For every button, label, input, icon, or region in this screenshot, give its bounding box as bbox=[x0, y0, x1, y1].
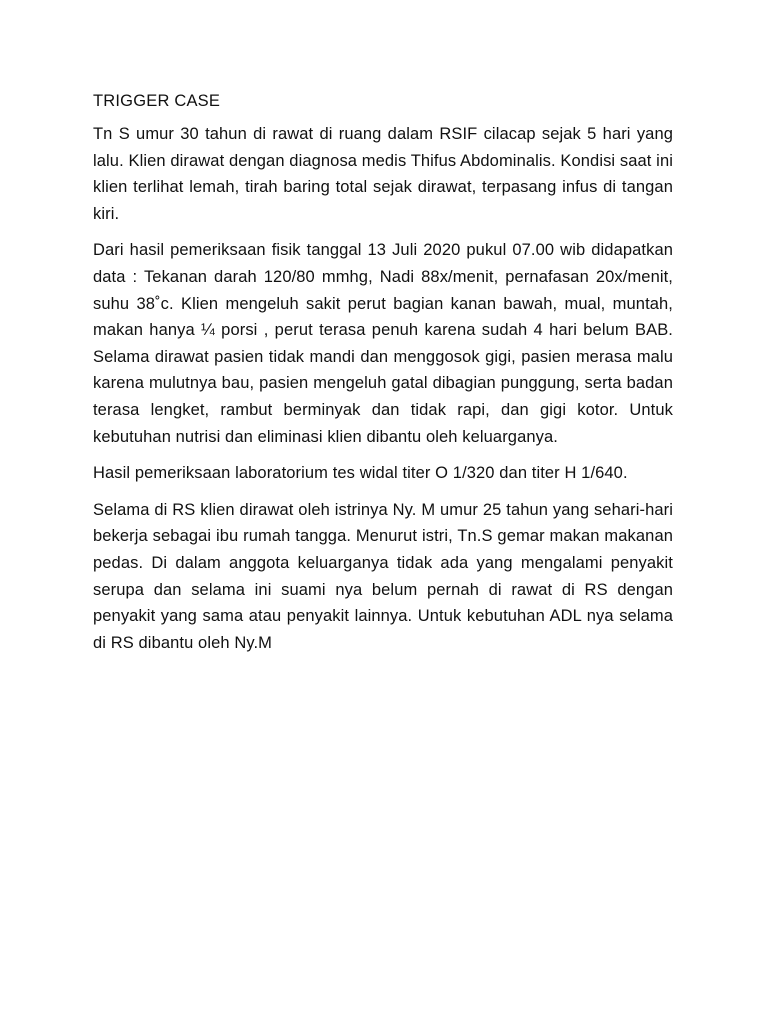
document-title: TRIGGER CASE bbox=[93, 92, 221, 110]
document-page bbox=[93, 90, 673, 666]
paragraph-lab-results: Hasil pemeriksaan laboratorium tes widal titer O 1/320 dan titer H 1/640. bbox=[93, 464, 628, 483]
paragraph-physical-exam: Dari hasil pemeriksaan fisik tanggal 13 Juli 2020 pukul 07.00 wib didapatkan data : Tekanan darah 120/80 mmhg, Nadi 88x/menit, pernafasan 20x/menit, suhu 38˚c. Klien mengeluh sakit perut bagian kanan bawah, mual, muntah, makan hanya ¼ porsi , perut terasa penuh karena sudah 4 hari belum BAB. Selama dirawat pasien tidak mandi dan menggosok gigi, pasien merasa malu karena mulutnya bau, pasien mengeluh gatal dibagian punggung, serta badan terasa lengket, rambut berminyak dan tidak rapi, dan gigi kotor. Untuk kebutuhan nutrisi dan eliminasi klien dibantu oleh keluarganya. bbox=[93, 241, 673, 446]
paragraph-patient-intro: Tn S umur 30 tahun di rawat di ruang dalam RSIF cilacap sejak 5 hari yang lalu. Klien dirawat dengan diagnosa medis Thifus Abdominalis. Kondisi saat ini klien terlihat lemah, tirah baring total sejak dirawat, terpasang infus di tangan kiri. bbox=[93, 125, 673, 223]
paragraph-family-history: Selama di RS klien dirawat oleh istrinya Ny. M umur 25 tahun yang sehari-hari bekerja sebagai ibu rumah tangga. Menurut istri, Tn.S gemar makan makanan pedas. Di dalam anggota keluarganya tidak ada yang mengalami penyakit serupa dan selama ini suami nya belum pernah di rawat di RS dengan penyakit yang sama atau penyakit lainnya. Untuk kebutuhan ADL nya selama di RS dibantu oleh Ny.M bbox=[93, 500, 673, 652]
